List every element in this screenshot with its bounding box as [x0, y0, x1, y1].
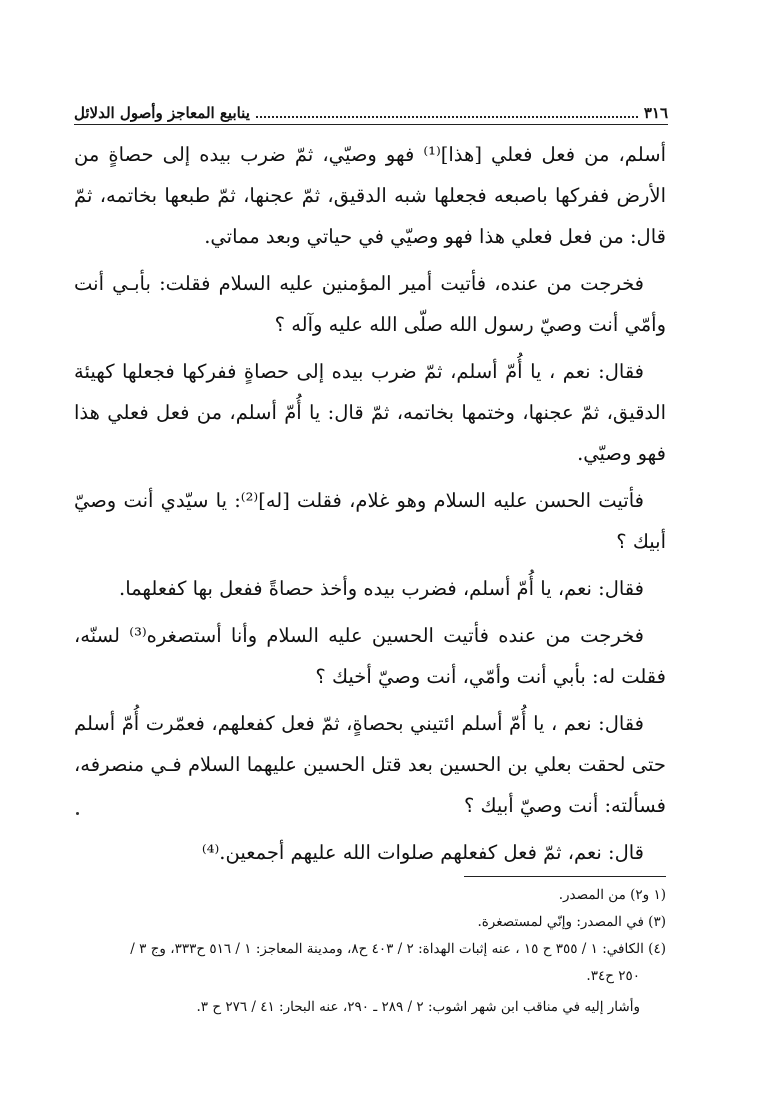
- paragraph: فقال: نعم، يا أُمّ أسلم، فضرب بيده وأخذ حصاةً ففعل بها كفعلهما.: [119, 577, 644, 600]
- running-title: ينابيع المعاجز وأصول الدلائل: [74, 104, 250, 122]
- footnote: (١ و٢) من المصدر.: [558, 887, 666, 903]
- paragraph: قال: نعم، ثمّ فعل كفعلهم صلوات الله عليهم أجمعين.⁽⁴⁾: [201, 841, 644, 864]
- page-number: ٣١٦: [643, 104, 668, 122]
- paragraph: فخرجت من عنده فأتيت الحسين عليه السلام وأنا أستصغره⁽³⁾ لسنّه، فقلت له: بأبي أنت وأمّي، أنت وصيّ أخيك ؟: [74, 624, 666, 688]
- paragraph: فأتيت الحسن عليه السلام وهو غلام، فقلت [له]⁽²⁾: يا سيّدي أنت وصيّ أبيك ؟: [74, 489, 666, 553]
- footnote-continuation: وأشار إليه في مناقب ابن شهر اشوب: ٢ / ٢٨٩ ـ ٢٩٠، عنه البحار: ٤١ / ٢٧٦ ح ٣.: [196, 999, 640, 1015]
- stray-mark: [76, 812, 79, 815]
- footnote: (٣) في المصدر: وإنّي لمستصغرة.: [477, 914, 666, 930]
- paragraph: فقال: نعم ، يا أُمّ أسلم، ثمّ ضرب بيده إلى حصاةٍ ففركها فجعلها كهيئة الدقيق، ثمّ عجنها، وختمها بخاتمه، ثمّ قال: يا أُمّ أسلم، من فعل فعلي هذا فهو وصيّي.: [74, 360, 666, 465]
- main-text: [74, 134, 666, 879]
- paragraph: أسلم، من فعل فعلي [هذا]⁽¹⁾ فهو وصيّي، ثمّ ضرب بيده إلى حصاةٍ من الأرض ففركها باصبعه فجعلها شبه الدقيق، ثمّ عجنها، ثمّ طبعها بخاتمه، ثمّ قال: من فعل فعلي هذا فهو وصيّي في حياتي وبعد مماتي.: [74, 143, 666, 248]
- footnote-continuation: ٢٥٠ ح٣٤.: [586, 968, 640, 984]
- paragraph: فخرجت من عنده، فأتيت أمير المؤمنين عليه السلام فقلت: بأبـي أنت وأمّي أنت وصيّ رسول الله صلّى الله عليه وآله ؟: [74, 272, 666, 336]
- footnote-divider: [464, 876, 666, 877]
- footnotes: [74, 882, 666, 1021]
- running-header: [74, 92, 668, 122]
- paragraph: فقال: نعم ، يا أُمّ أسلم ائتيني بحصاةٍ، ثمّ فعل كفعلهم، فعمّرت أُمّ أسلم حتى لحقت بعلي بن الحسين بعد قتل الحسين عليهما السلام فـي منصرفه، فسألته: أنت وصيّ أبيك ؟: [74, 712, 666, 817]
- footnote: (٤) الكافي: ١ / ٣٥٥ ح ١٥ ، عنه إثبات الهداة: ٢ / ٤٠٣ ح٨، ومدينة المعاجز: ١ / ٥١٦ ح٣٣٣، وج ٣ /: [130, 941, 666, 957]
- header-divider: [74, 124, 668, 125]
- dotted-leader: [256, 116, 638, 118]
